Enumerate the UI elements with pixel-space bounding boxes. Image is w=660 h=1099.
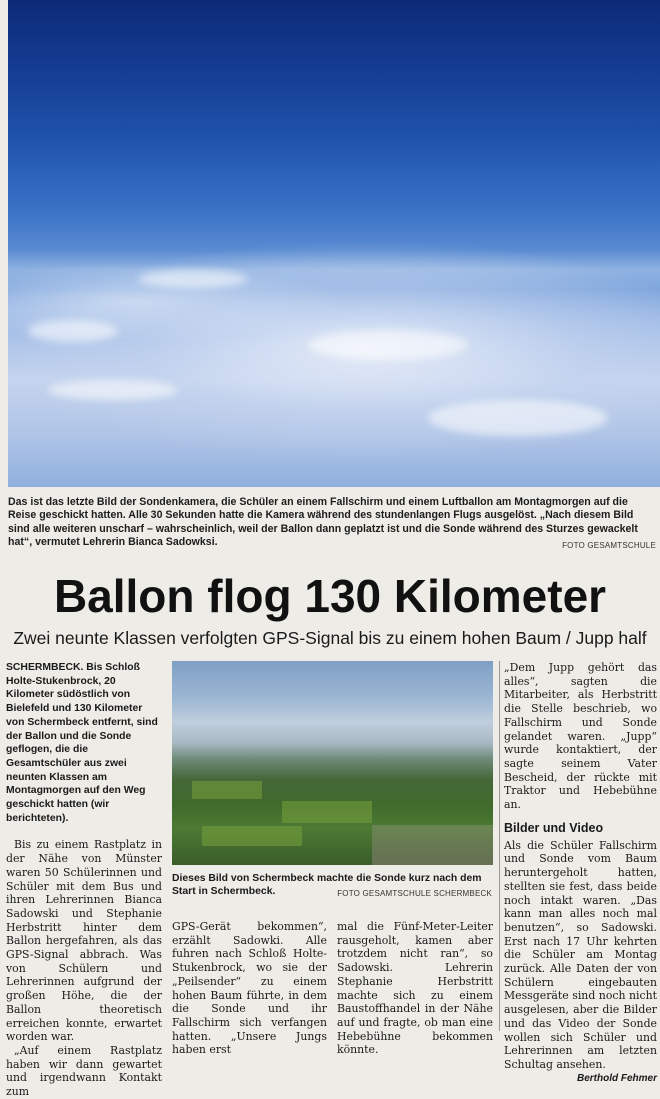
- section-subtitle: Bilder und Video: [504, 820, 604, 835]
- cloud-patch: [48, 380, 178, 400]
- schermbeck-aerial-photo: [172, 661, 493, 865]
- cloud-patch: [28, 320, 118, 342]
- mid-photo-caption: Dieses Bild von Schermbeck machte die Sonde kurz nach dem Start in Schermbeck.: [172, 873, 482, 898]
- column-3: [337, 920, 493, 1057]
- field-patch: [202, 826, 302, 846]
- column-2: [172, 920, 327, 1057]
- photo-credit: FOTO GESAMTSCHULE: [562, 541, 656, 550]
- cloud-patch: [428, 400, 608, 436]
- paragraph: GPS-Gerät bekommen“, erzählt Sadowki. Alle fuhren nach Schloß Holte-Stukenbrock, wo sie der „Peilsender“ zu einem hohen Baum führte, in dem die Sonde und ihr Fallschirm sich verfangen hatten. „Unsere Jungs haben erst: [172, 920, 327, 1057]
- paragraph-text: Als die Schüler Fallschirm und Sonde vom Baum heruntergeholt hatten, stellten sie fest, dass beide noch intakt waren. „Das kann man alles noch mal benutzen“, so Sadowski. Erst nach 17 Uhr kehrten die Schüler am Montag zurück. Alle Daten der von Schülern eingebauten Messgeräte sind noch nicht ausgelesen, aber die Bilder und das Video der Sonde wollen sich Schüler und Lehrerinnen am letzten Schultag ansehen.: [504, 838, 657, 1071]
- column-4: [504, 661, 657, 1085]
- paragraph: mal die Fünf-Meter-Leiter rausgeholt, kamen aber trotzdem nicht ran“, so Sadowski. Lehrerin Stephanie Herbstritt machte sich zu einem Baustoffhandel in der Nähe auf und fragte, ob man eine Hebebühne bekommen könnte.: [337, 920, 493, 1057]
- headline: Ballon flog 130 Kilometer: [53, 570, 607, 622]
- column-divider: [499, 661, 500, 1031]
- stratosphere-photo: [8, 0, 660, 487]
- cloud-patch: [308, 330, 468, 360]
- cloud-patch: [138, 270, 248, 288]
- horizon-haze: [8, 250, 660, 290]
- lead-paragraph: SCHERMBECK. Bis Schloß Holte-Stukenbrock, 20 Kilometer südöstlich von Bielefeld und 130 Kilometer von Schermbeck entfernt, sind der Ballon und die Sonde geflogen, die die Gesamtschüler aus zwei neunten Klassen am Montagmorgen auf den Weg geschickt hatten (wir berichteten).: [6, 662, 158, 824]
- column-1: [6, 661, 162, 1099]
- field-patch: [192, 781, 262, 799]
- field-patch: [282, 801, 372, 823]
- paragraph: Bis zu einem Rastplatz in der Nähe von Münster waren 50 Schülerinnen und Schüler mit dem Bus und ihren Lehrerinnen Bianca Sadowski und Stephanie Herbstritt hinter dem Ballon hergefahren, als das GPS-Signal abbrach. Was von Schülern und Lehrerinnen aufgrund der großen Höhe, die der Ballon theoretisch erreichen konnte, erwartet worden war.: [6, 838, 162, 1044]
- paragraph: „Auf einem Rastplatz haben wir dann gewartet und irgendwann Kontakt zum: [6, 1043, 162, 1099]
- photo-caption: Das ist das letzte Bild der Sondenkamera, die Schüler an einem Fallschirm und einem Luftballon am Montagmorgen auf die Reise geschickt hatten. Alle 30 Sekunden hatte die Kamera während des stundenlangen Flugs ausgelöst. „Nach diesem Bild sind alle weiteren unscharf – wahrscheinlich, weil der Ballon dann geplatzt ist und die Sonde während des Sturzes gewackelt hat“, vermutet Lehrerin Bianca Sadowksi.: [8, 496, 638, 549]
- mid-photo-credit: FOTO GESAMTSCHULE SCHERMBECK: [337, 889, 492, 898]
- paragraph: [504, 838, 657, 1084]
- town-area: [372, 825, 493, 865]
- author-byline: Berthold Fehmer: [576, 1072, 657, 1084]
- subheadline: Zwei neunte Klassen verfolgten GPS-Signal bis zu einem hohen Baum / Jupp half: [13, 628, 647, 648]
- paragraph: „Dem Jupp gehört das alles“, sagten die Mitarbeiter, als Herbstritt die Stelle beschrieb, wo Fallschirm und Sonde gelandet waren. „Jupp“ wurde kontaktiert, der sagte seinem Vater Bescheid, der rückte mit Traktor und Hebebühne an.: [504, 661, 657, 812]
